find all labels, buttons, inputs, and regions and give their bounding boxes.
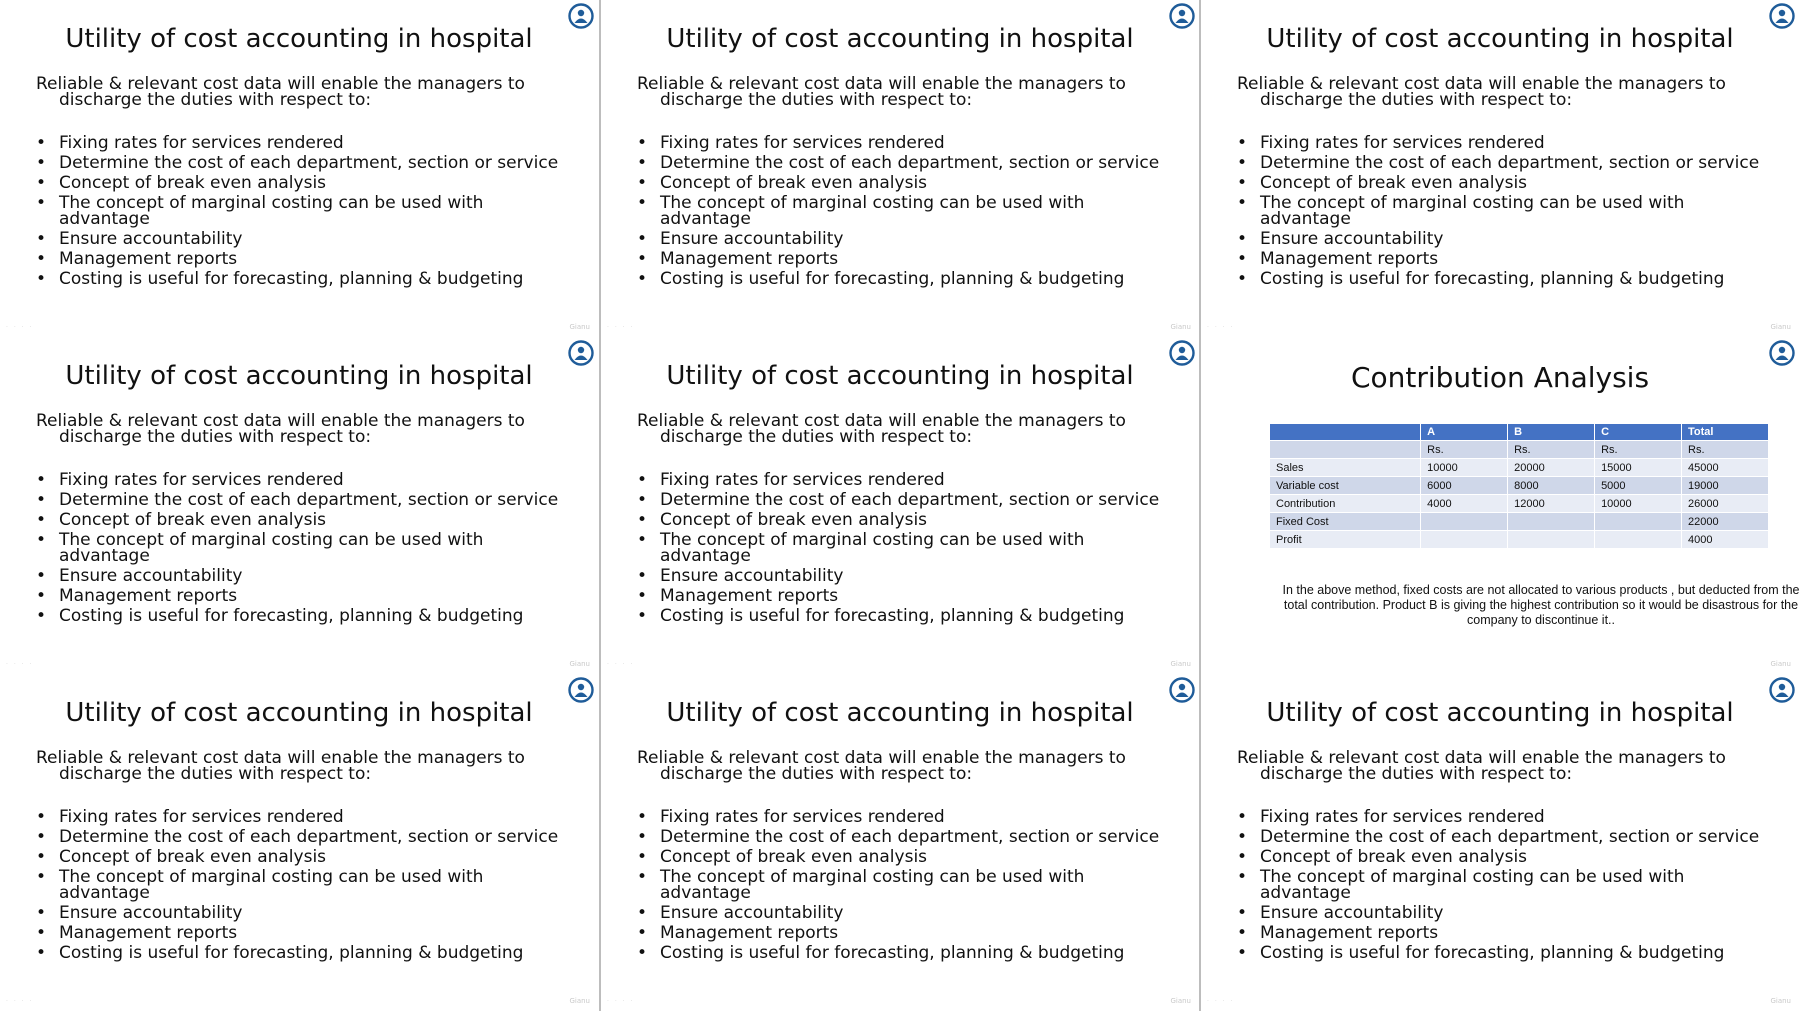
bullet-item: • Fixing rates for services rendered bbox=[36, 809, 576, 825]
intro-line-2: discharge the duties with respect to: bbox=[1260, 90, 1573, 110]
bullet-item: • Costing is useful for forecasting, planning & budgeting bbox=[637, 271, 1177, 287]
bullet-item: • Fixing rates for services rendered bbox=[36, 472, 576, 488]
bullet-item: • The concept of marginal costing can be used with advantage bbox=[637, 869, 1177, 901]
slide-title: Utility of cost accounting in hospital bbox=[65, 24, 533, 54]
bullet-item: • Fixing rates for services rendered bbox=[1237, 135, 1777, 151]
intro-line-2: discharge the duties with respect to: bbox=[1260, 764, 1573, 784]
bullet-item: • Determine the cost of each department, section or service bbox=[637, 155, 1177, 171]
bullet-item: • Concept of break even analysis bbox=[1237, 849, 1777, 865]
intro-line-2: discharge the duties with respect to: bbox=[59, 90, 372, 110]
bullet-item: • The concept of marginal costing can be used with advantage bbox=[637, 195, 1177, 227]
slide-footer-dots: · · · · bbox=[6, 998, 34, 1005]
table-cell: 4000 bbox=[1682, 531, 1769, 549]
slide-title: Utility of cost accounting in hospital bbox=[666, 24, 1134, 54]
table-header-cell: A bbox=[1421, 424, 1508, 441]
table-cell: 10000 bbox=[1421, 459, 1508, 477]
bullet-item: • Fixing rates for services rendered bbox=[36, 135, 576, 151]
table-cell: Rs. bbox=[1682, 441, 1769, 459]
bullet-item: • Ensure accountability bbox=[1237, 905, 1777, 921]
intro-line-1: Reliable & relevant cost data will enable the managers to bbox=[637, 74, 1126, 94]
bullet-item: • Determine the cost of each department, section or service bbox=[637, 829, 1177, 845]
slide-intro bbox=[36, 76, 576, 108]
bullet-item: • Costing is useful for forecasting, planning & budgeting bbox=[36, 608, 576, 624]
bullet-item: • Concept of break even analysis bbox=[36, 849, 576, 865]
intro-line-1: Reliable & relevant cost data will enable the managers to bbox=[36, 74, 525, 94]
table-cell bbox=[1421, 513, 1508, 531]
intro-line-2: discharge the duties with respect to: bbox=[660, 90, 973, 110]
table-cell bbox=[1595, 513, 1682, 531]
slide-footer-mark: Gianu bbox=[1770, 660, 1791, 668]
bullet-item: • Ensure accountability bbox=[637, 568, 1177, 584]
table-cell: 26000 bbox=[1682, 495, 1769, 513]
slide-footer-mark: Gianu bbox=[1770, 323, 1791, 331]
slide-title: Utility of cost accounting in hospital bbox=[1266, 698, 1734, 728]
bullet-item: • Concept of break even analysis bbox=[637, 175, 1177, 191]
bullet-item: • The concept of marginal costing can be used with advantage bbox=[637, 532, 1177, 564]
slide-title: Contribution Analysis bbox=[1350, 361, 1650, 394]
bullet-item: • Management reports bbox=[637, 251, 1177, 267]
table-cell bbox=[1595, 531, 1682, 549]
bullet-item: • Concept of break even analysis bbox=[36, 175, 576, 191]
slide-title: Utility of cost accounting in hospital bbox=[65, 698, 533, 728]
bullet-item: • The concept of marginal costing can be used with advantage bbox=[36, 869, 576, 901]
bullet-item: • Determine the cost of each department, section or service bbox=[36, 829, 576, 845]
bullet-item: • Fixing rates for services rendered bbox=[637, 472, 1177, 488]
table-row bbox=[1270, 531, 1769, 549]
slide-thumbnail[interactable] bbox=[0, 0, 598, 335]
slide-footer-dots: · · · · bbox=[1207, 998, 1235, 1005]
bullet-list bbox=[1237, 809, 1777, 965]
slide-thumbnail[interactable] bbox=[0, 337, 598, 672]
bullet-item: • Concept of break even analysis bbox=[36, 512, 576, 528]
table-cell bbox=[1508, 513, 1595, 531]
table-row bbox=[1270, 459, 1769, 477]
table-header-cell: Total bbox=[1682, 424, 1769, 441]
bullet-item: • The concept of marginal costing can be used with advantage bbox=[1237, 195, 1777, 227]
bullet-item: • Costing is useful for forecasting, planning & budgeting bbox=[1237, 271, 1777, 287]
bullet-item: • Costing is useful for forecasting, planning & budgeting bbox=[36, 271, 576, 287]
slide-intro bbox=[36, 413, 576, 445]
slide-intro bbox=[637, 750, 1177, 782]
table-header-cell: B bbox=[1508, 424, 1595, 441]
intro-line-2: discharge the duties with respect to: bbox=[59, 427, 372, 447]
bullet-item: • The concept of marginal costing can be used with advantage bbox=[1237, 869, 1777, 901]
slide-footer-dots: · · · · bbox=[1207, 324, 1235, 331]
table-cell: 6000 bbox=[1421, 477, 1508, 495]
slide-footer-mark: Gianu bbox=[569, 660, 590, 668]
bullet-item: • Determine the cost of each department, section or service bbox=[637, 492, 1177, 508]
contribution-table bbox=[1269, 423, 1769, 549]
table-cell: 8000 bbox=[1508, 477, 1595, 495]
slide-intro bbox=[1237, 76, 1777, 108]
table-cell: Rs. bbox=[1595, 441, 1682, 459]
bullet-item: • Concept of break even analysis bbox=[637, 512, 1177, 528]
table-cell: 19000 bbox=[1682, 477, 1769, 495]
slide-title: Utility of cost accounting in hospital bbox=[1266, 24, 1734, 54]
table-cell: Rs. bbox=[1421, 441, 1508, 459]
slide-footer-dots: · · · · bbox=[6, 324, 34, 331]
bullet-item: • Ensure accountability bbox=[637, 231, 1177, 247]
slide-footer-mark: Gianu bbox=[569, 997, 590, 1005]
bullet-item: • Concept of break even analysis bbox=[1237, 175, 1777, 191]
bullet-item: • Costing is useful for forecasting, planning & budgeting bbox=[1237, 945, 1777, 961]
bullet-item: • Ensure accountability bbox=[36, 905, 576, 921]
bullet-item: • Fixing rates for services rendered bbox=[1237, 809, 1777, 825]
bullet-item: • Management reports bbox=[1237, 251, 1777, 267]
bullet-item: • Concept of break even analysis bbox=[637, 849, 1177, 865]
table-cell: 12000 bbox=[1508, 495, 1595, 513]
intro-line-1: Reliable & relevant cost data will enable the managers to bbox=[637, 411, 1126, 431]
bullet-list bbox=[36, 809, 576, 965]
slide-intro bbox=[637, 76, 1177, 108]
bullet-item: • Fixing rates for services rendered bbox=[637, 135, 1177, 151]
bullet-item: • Determine the cost of each department, section or service bbox=[1237, 155, 1777, 171]
slide-footer-dots: · · · · bbox=[607, 998, 635, 1005]
intro-line-1: Reliable & relevant cost data will enable the managers to bbox=[1237, 748, 1726, 768]
table-cell: 10000 bbox=[1595, 495, 1682, 513]
bullet-item: • Management reports bbox=[36, 588, 576, 604]
bullet-item: • Management reports bbox=[36, 925, 576, 941]
bullet-item: • Management reports bbox=[637, 588, 1177, 604]
bullet-list bbox=[637, 135, 1177, 291]
slide-intro bbox=[1237, 750, 1777, 782]
bullet-item: • Determine the cost of each department, section or service bbox=[36, 492, 576, 508]
intro-line-2: discharge the duties with respect to: bbox=[59, 764, 372, 784]
bullet-item: • Determine the cost of each department, section or service bbox=[1237, 829, 1777, 845]
slide-title: Utility of cost accounting in hospital bbox=[65, 361, 533, 391]
slide-thumbnail[interactable] bbox=[1201, 0, 1799, 335]
table-cell: Fixed Cost bbox=[1270, 513, 1421, 531]
slide-intro bbox=[637, 413, 1177, 445]
bullet-item: • The concept of marginal costing can be used with advantage bbox=[36, 532, 576, 564]
slide-footer-dots: · · · · bbox=[6, 661, 34, 668]
bullet-item: • Ensure accountability bbox=[637, 905, 1177, 921]
table-cell: Contribution bbox=[1270, 495, 1421, 513]
table-cell: Rs. bbox=[1508, 441, 1595, 459]
slide-thumbnail[interactable] bbox=[601, 0, 1199, 335]
table-header-cell bbox=[1270, 424, 1421, 441]
bullet-item: • Management reports bbox=[1237, 925, 1777, 941]
bullet-list bbox=[637, 809, 1177, 965]
table-header-row bbox=[1270, 424, 1769, 441]
bullet-item: • Management reports bbox=[637, 925, 1177, 941]
slide-footer-mark: Gianu bbox=[1770, 997, 1791, 1005]
table-cell: Profit bbox=[1270, 531, 1421, 549]
table-cell: 45000 bbox=[1682, 459, 1769, 477]
table-cell: 4000 bbox=[1421, 495, 1508, 513]
intro-line-2: discharge the duties with respect to: bbox=[660, 764, 973, 784]
bullet-item: • Ensure accountability bbox=[36, 568, 576, 584]
table-cell: Variable cost bbox=[1270, 477, 1421, 495]
bullet-item: • Determine the cost of each department, section or service bbox=[36, 155, 576, 171]
bullet-list bbox=[36, 472, 576, 628]
slide-thumbnail-contribution[interactable] bbox=[1201, 337, 1799, 672]
bullet-item: • Fixing rates for services rendered bbox=[637, 809, 1177, 825]
table-cell: 22000 bbox=[1682, 513, 1769, 531]
slide-thumbnail[interactable] bbox=[1201, 674, 1799, 1009]
bullet-item: • Costing is useful for forecasting, planning & budgeting bbox=[637, 608, 1177, 624]
slide-footer-mark: Gianu bbox=[1170, 997, 1191, 1005]
table-cell bbox=[1508, 531, 1595, 549]
intro-line-1: Reliable & relevant cost data will enable the managers to bbox=[36, 748, 525, 768]
intro-line-1: Reliable & relevant cost data will enable the managers to bbox=[36, 411, 525, 431]
table-body bbox=[1270, 441, 1769, 549]
table-cell: Sales bbox=[1270, 459, 1421, 477]
slide-footer-mark: Gianu bbox=[1170, 323, 1191, 331]
table-header-cell: C bbox=[1595, 424, 1682, 441]
slide-thumbnail[interactable] bbox=[601, 674, 1199, 1009]
slide-thumbnail[interactable] bbox=[601, 337, 1199, 672]
slide-footer-dots: · · · · bbox=[607, 324, 635, 331]
intro-line-1: Reliable & relevant cost data will enable the managers to bbox=[637, 748, 1126, 768]
bullet-item: • Management reports bbox=[36, 251, 576, 267]
table-row bbox=[1270, 513, 1769, 531]
table-cell bbox=[1270, 441, 1421, 459]
intro-line-2: discharge the duties with respect to: bbox=[660, 427, 973, 447]
slide-footer-mark: Gianu bbox=[569, 323, 590, 331]
bullet-item: • Ensure accountability bbox=[36, 231, 576, 247]
slide-title: Utility of cost accounting in hospital bbox=[666, 361, 1134, 391]
slide-thumbnail[interactable] bbox=[0, 674, 598, 1009]
slide-intro bbox=[36, 750, 576, 782]
table-row bbox=[1270, 477, 1769, 495]
bullet-item: • Costing is useful for forecasting, planning & budgeting bbox=[36, 945, 576, 961]
slide-footer-mark: Gianu bbox=[1170, 660, 1191, 668]
table-row bbox=[1270, 441, 1769, 459]
bullet-list bbox=[36, 135, 576, 291]
table-cell: 15000 bbox=[1595, 459, 1682, 477]
slide-title: Utility of cost accounting in hospital bbox=[666, 698, 1134, 728]
intro-line-1: Reliable & relevant cost data will enable the managers to bbox=[1237, 74, 1726, 94]
table-cell bbox=[1421, 531, 1508, 549]
slide-footer-dots: · · · · bbox=[607, 661, 635, 668]
bullet-item: • The concept of marginal costing can be used with advantage bbox=[36, 195, 576, 227]
table-cell: 20000 bbox=[1508, 459, 1595, 477]
bullet-item: • Costing is useful for forecasting, planning & budgeting bbox=[637, 945, 1177, 961]
bullet-list bbox=[637, 472, 1177, 628]
table-cell: 5000 bbox=[1595, 477, 1682, 495]
bullet-item: • Ensure accountability bbox=[1237, 231, 1777, 247]
bullet-list bbox=[1237, 135, 1777, 291]
contribution-note: In the above method, fixed costs are not allocated to various products , but deducted from the total contribution. Product B is giving the highest contribution so it would be disastrous for the company to discontinue it.. bbox=[1282, 583, 1799, 627]
table-row bbox=[1270, 495, 1769, 513]
